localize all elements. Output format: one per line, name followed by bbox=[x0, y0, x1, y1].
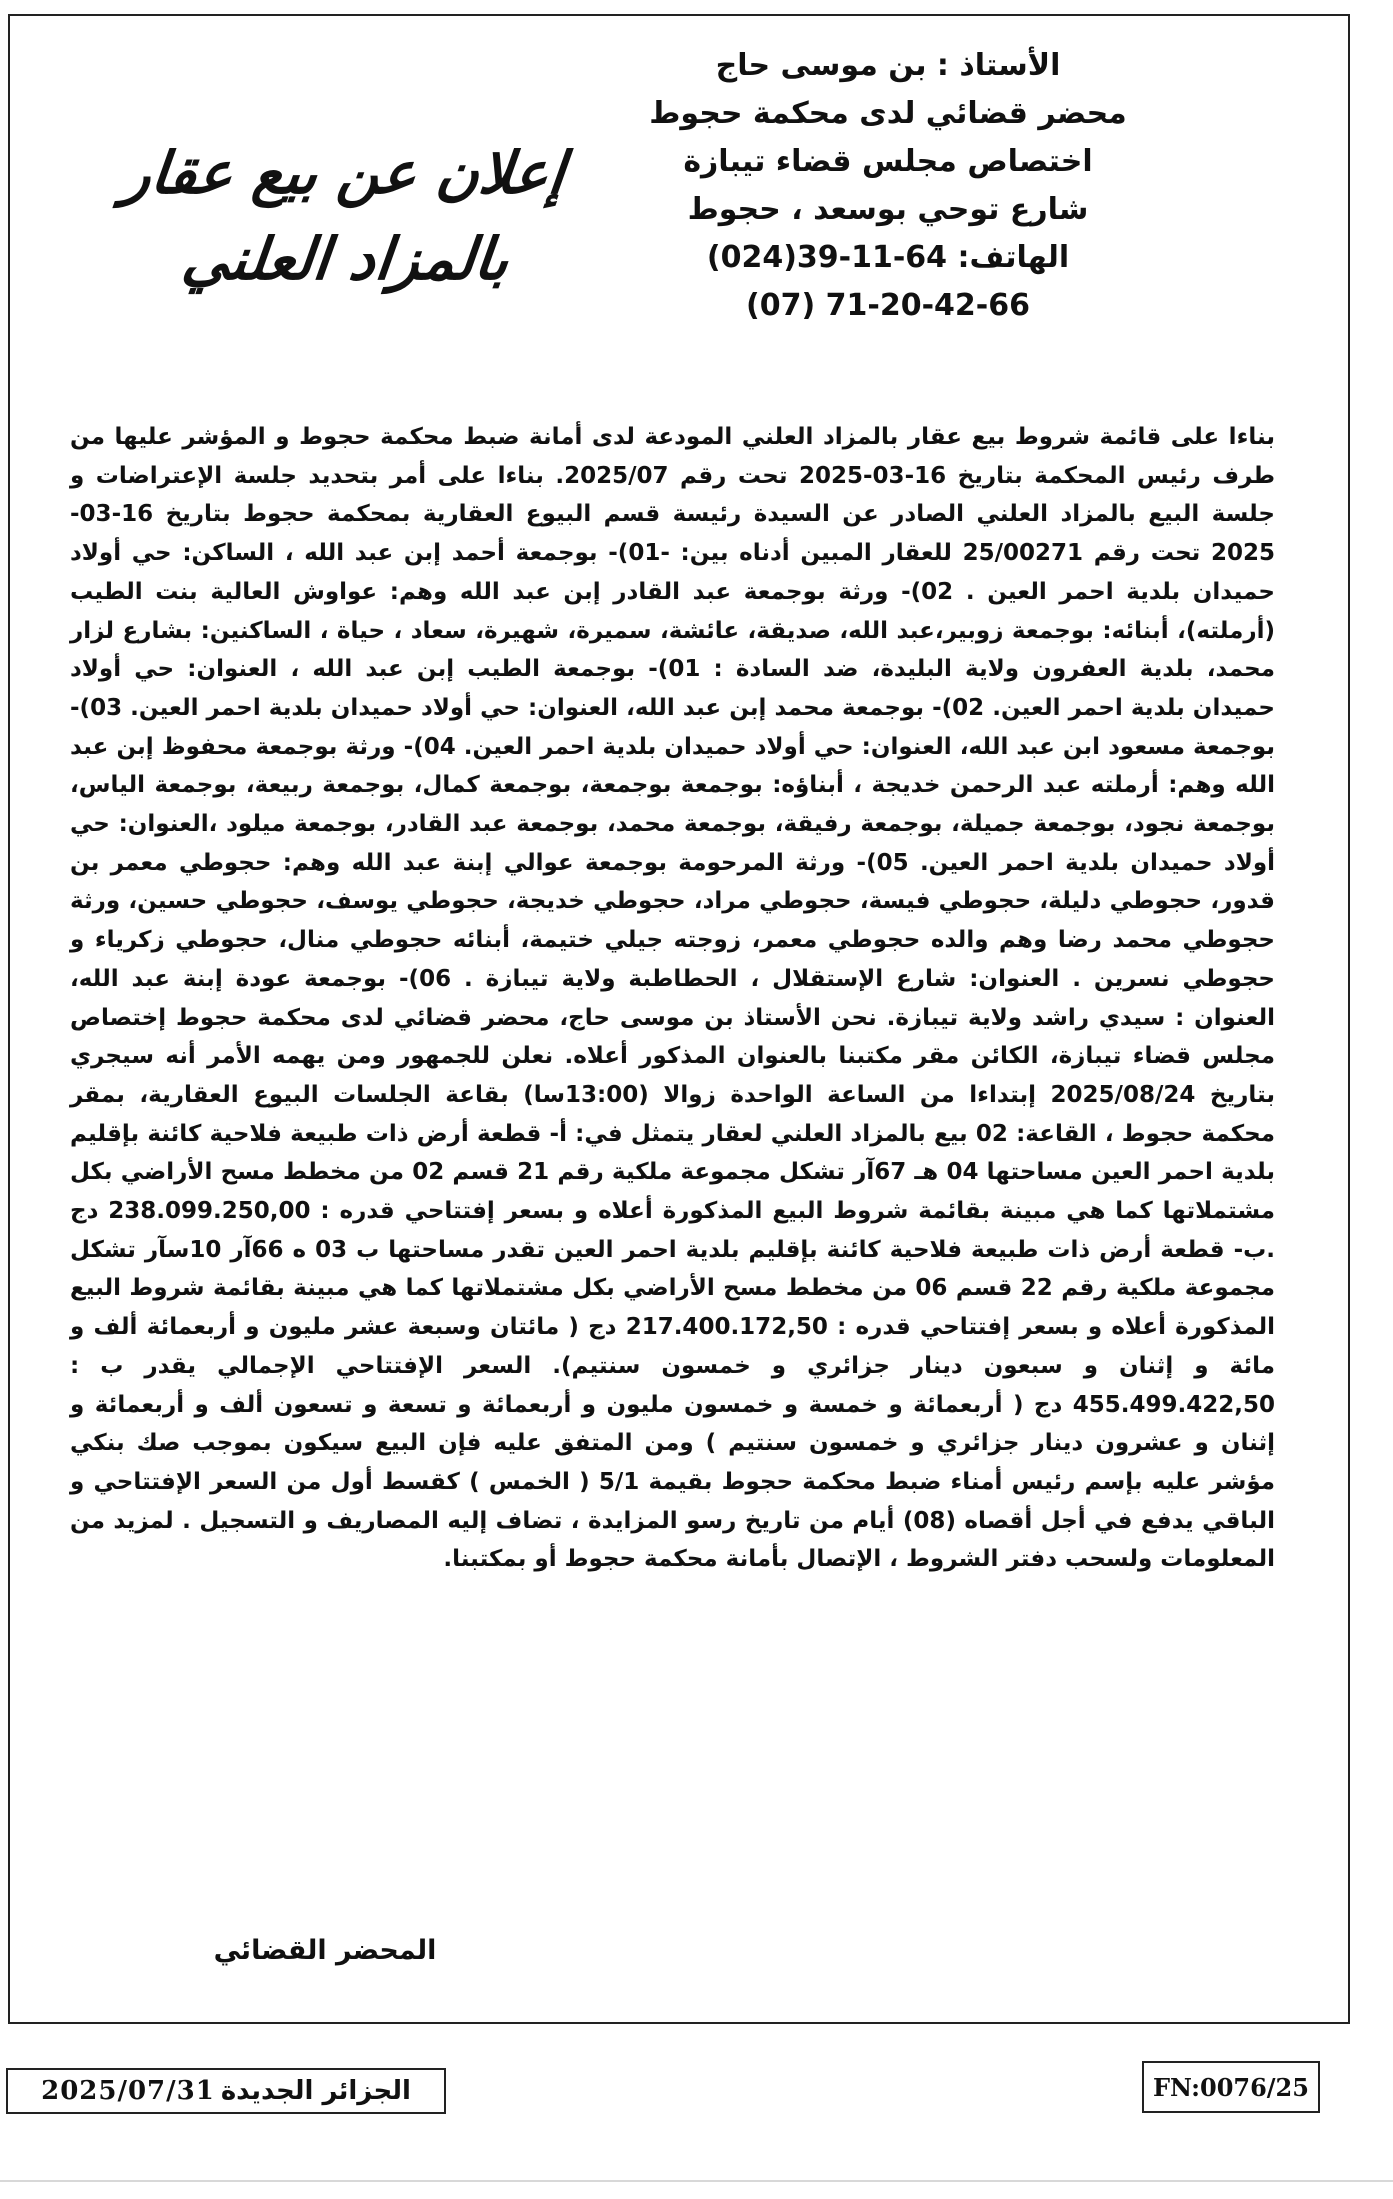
bailiff-address: شارع توحي بوسعد ، حجوط bbox=[687, 192, 1089, 227]
phone-number-2: (07) 71-20-42-66 bbox=[746, 288, 1030, 323]
phone-line bbox=[608, 234, 1168, 282]
bailiff-name: الأستاذ : بن موسى حاج bbox=[715, 48, 1061, 83]
announcement-body bbox=[70, 418, 1275, 1579]
phone-number-1: (024)39-11-64 bbox=[706, 240, 948, 275]
signature: المحضر القضائي bbox=[213, 1935, 437, 1966]
body-paragraph: بناءا على قائمة شروط بيع عقار بالمزاد العلني المودعة لدى أمانة ضبط محكمة حجوط و المؤشر عليها من طرف رئيس المحكمة بتاريخ 16-03-2025 تحت رقم 2025/07. بناءا على أمر بتحديد جلسة الإعتراضات و جلسة البيع بالمزاد العلني الصادر عن السيدة رئيسة قسم البيوع العقارية بمحكمة حجوط بتاريخ 16-03-2025 تحت رقم 25/00271 للعقار المبين أدناه بين: -01)- بوجمعة أحمد إبن عبد الله ، الساكن: حي أولاد حميدان بلدية احمر العين . 02)- ورثة بوجمعة عبد القادر إبن عبد الله وهم: عواوش العالية بنت الطيب (أرملته)، أبنائه: بوجمعة زوبير،عبد الله، صديقة، عائشة، سميرة، شهيرة، سعاد ، حياة ، الساكنين: بشارع لزار محمد، بلدية العفرون ولاية البليدة، ضد السادة : 01)- بوجمعة الطيب إبن عبد الله ، العنوان: حي أولاد حميدان بلدية احمر العين. 02)- بوجمعة محمد إبن عبد الله، العنوان: حي أولاد حميدان بلدية احمر العين. 03)- بوجمعة مسعود ابن عبد الله، العنوان: حي أولاد حميدان بلدية احمر العين. 04)- ورثة بوجمعة محفوظ إبن عبد الله وهم: أرملته عبد الرحمن خديجة ، أبناؤه: بوجمعة بوجمعة، بوجمعة كمال، بوجمعة ربيعة، بوجمعة الياس، بوجمعة نجود، بوجمعة جميلة، بوجمعة رفيقة، بوجمعة محمد، بوجمعة عبد القادر، بوجمعة ميلود ،العنوان: حي أولاد حميدان بلدية احمر العين. 05)- ورثة المرحومة بوجمعة عوالي إبنة عبد الله وهم: حجوطي معمر بن قدور، حجوطي دليلة، حجوطي فيسة، حجوطي مراد، حجوطي خديجة، حجوطي يوسف، حجوطي حسين، ورثة حجوطي محمد رضا وهم والده حجوطي معمر، زوجته جيلي ختيمة، أبنائه حجوطي منال، حجوطي زكرياء و حجوطي نسرين . العنوان: شارع الإستقلال ، الحطاطبة ولاية تيبازة . 06)- بوجمعة عودة إبنة عبد الله، العنوان : سيدي راشد ولاية تيبازة. نحن الأستاذ بن موسى حاج، محضر قضائي لدى محكمة حجوط إختصاص مجلس قضاء تيبازة، الكائن مقر مكتبنا بالعنوان المذكور أعلاه. نعلن للجمهور ومن يهمه الأمر أنه سيجري بتاريخ 2025/08/24 إبتداءا من الساعة الواحدة زوالا (13:00سا) بقاعة الجلسات البيوع العقارية، بمقر محكمة حجوط ، القاعة: 02 بيع بالمزاد العلني لعقار يتمثل في: أ- قطعة أرض ذات طبيعة فلاحية كائنة بإقليم بلدية احمر العين مساحتها 04 هـ 67آر تشكل مجموعة ملكية رقم 21 قسم 02 من مخطط مسح الأراضي بكل مشتملاتها كما هي مبينة بقائمة شروط البيع المذكورة أعلاه و بسعر إفتتاحي قدره : 238.099.250,00 دج .ب- قطعة أرض ذات طبيعة فلاحية كائنة بإقليم بلدية احمر العين تقدر مساحتها ب 03 ه 66آر 10سآر تشكل مجموعة ملكية رقم 22 قسم 06 من مخطط مسح الأراضي بكل مشتملاتها كما هي مبينة بقائمة شروط البيع المذكورة أعلاه و بسعر إفتتاحي قدره : 217.400.172,50 دج ( مائتان وسبعة عشر مليون و أربعمائة ألف و مائة و إثنان و سبعون دينار جزائري و خمسون سنتيم). السعر الإفتتاحي الإجمالي يقدر ب : 455.499.422,50 دج ( أربعمائة و خمسة و خمسون مليون و أربعمائة و تسعة و تسعون ألف و أربعمائة و إثنان و عشرون دينار جزائري و خمسون سنتيم ) ومن المتفق عليه فإن البيع سيكون بموجب صك بنكي مؤشر عليه بإسم رئيس أمناء ضبط محكمة حجوط بقيمة 5/1 ( الخمس ) كقسط أول من السعر الإفتتاحي و الباقي يدفع في أجل أقصاه (08) أيام من تاريخ رسو المزايدة ، تضاف إليه المصاريف و التسجيل . لمزيد من المعلومات ولسحب دفتر الشروط ، الإتصال بأمانة محكمة حجوط أو بمكتبنا. bbox=[70, 424, 1276, 1573]
file-number-box bbox=[1142, 2061, 1320, 2113]
newspaper-name: الجزائر الجديدة bbox=[220, 2076, 411, 2106]
title-line-2: بالمزاد العلني bbox=[178, 225, 513, 293]
announcement-title bbox=[119, 130, 569, 302]
phone-label: الهاتف: bbox=[957, 240, 1070, 275]
file-number: FN:0076/25 bbox=[1153, 2072, 1309, 2102]
publication-date: 2025/07/31 bbox=[41, 2076, 215, 2106]
newspaper-box bbox=[6, 2068, 446, 2114]
title-line-1: إعلان عن بيع عقار bbox=[119, 139, 569, 207]
bottom-divider bbox=[0, 2180, 1393, 2182]
bailiff-header bbox=[608, 42, 1168, 330]
bailiff-court: محضر قضائي لدى محكمة حجوط bbox=[649, 96, 1127, 131]
bailiff-jurisdiction: اختصاص مجلس قضاء تيبازة bbox=[683, 144, 1093, 179]
